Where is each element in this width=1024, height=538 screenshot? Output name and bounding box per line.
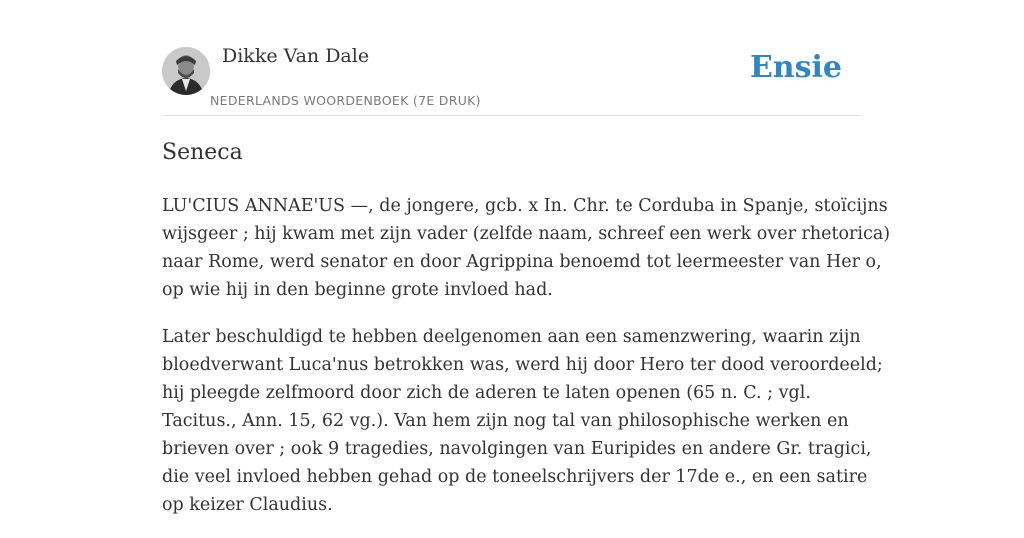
page-container	[162, 0, 891, 515]
text-line: LU'CIUS ANNAE'US —, de jongere, gcb. x In. Chr. te Corduba in Spanje, stoïcijns	[162, 196, 888, 216]
dictionary-source[interactable]: NEDERLANDS WOORDENBOEK (7E DRUK)	[210, 93, 481, 108]
paragraph	[162, 323, 883, 519]
text-line: Tacitus., Ann. 15, 62 vg.). Van hem zijn nog tal van philosophische werken en	[162, 411, 849, 431]
text-line: bloedverwant Luca'nus betrokken was, werd hij door Hero ter dood veroordeeld;	[162, 355, 883, 375]
ensie-logo[interactable]: Ensie	[749, 50, 842, 85]
text-line: op wie hij in den beginne grote invloed had.	[162, 280, 553, 300]
text-line: op keizer Claudius.	[162, 495, 333, 515]
text-line: wijsgeer ; hij kwam met zijn vader (zelfde naam, schreef een werk over rhetorica)	[162, 224, 891, 244]
text-line: hij pleegde zelfmoord door zich de aderen te laten openen (65 n. C. ; vgl.	[162, 383, 811, 403]
text-line: Later beschuldigd te hebben deelgenomen aan een samenzwering, waarin zijn	[162, 327, 861, 347]
text-line: brieven over ; ook 9 tragedies, navolgingen van Euripides en andere Gr. tragici,	[162, 439, 872, 459]
text-line: naar Rome, werd senator en door Agrippina benoemd tot leermeester van Her o,	[162, 252, 882, 272]
author-avatar[interactable]	[162, 47, 210, 95]
paragraph	[162, 192, 891, 304]
author-name[interactable]: Dikke Van Dale	[222, 45, 370, 67]
text-line: die veel invloed hebben gehad op de toneelschrijvers der 17de e., en een satire	[162, 467, 868, 487]
entry-title: Seneca	[162, 140, 243, 165]
entry-header	[162, 0, 862, 116]
portrait-icon	[162, 47, 210, 95]
entry-body	[162, 192, 891, 538]
